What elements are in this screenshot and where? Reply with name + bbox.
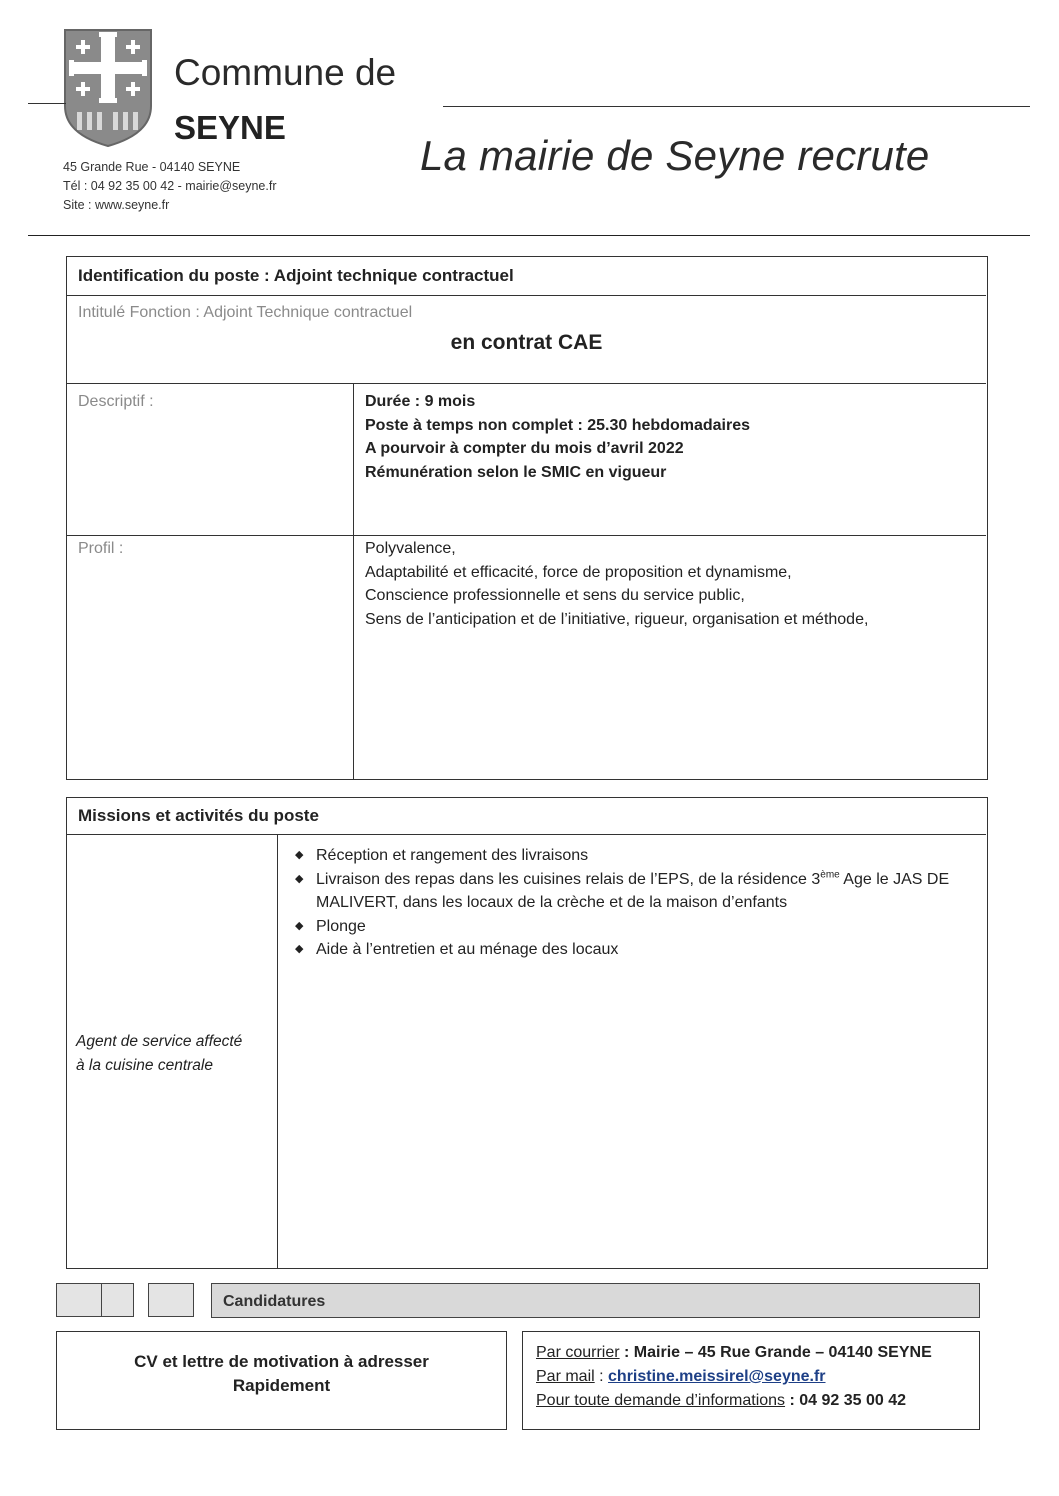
mission-text: Aide à l’entretien et au ménage des locaux [316, 941, 619, 958]
diamond-bullet-icon: ◆ [295, 849, 304, 861]
candidatures-bar [211, 1283, 980, 1318]
list-item [295, 844, 985, 868]
commune-name-line2: SEYNE [174, 109, 286, 146]
descriptif-line: Rémunération selon le SMIC en vigueur [365, 463, 667, 481]
mission-text: Age le JAS DE [839, 870, 950, 888]
profil-line: Polyvalence, [365, 540, 456, 557]
column-divider [277, 834, 278, 1268]
decorative-square [101, 1283, 134, 1317]
intitule-fonction: Intitulé Fonction : Adjoint Technique contractuel [78, 304, 413, 321]
contact-box [522, 1331, 980, 1430]
profil-line: Sens de l’anticipation et de l’initiative, rigueur, organisation et méthode, [365, 610, 869, 628]
profil-label: Profil : [78, 540, 124, 557]
cv-instructions [57, 1350, 506, 1398]
list-item [295, 938, 985, 962]
contact-info [536, 1389, 932, 1413]
list-item [295, 915, 985, 939]
header-divider-main [28, 235, 1030, 236]
phone-number: : 04 92 35 00 42 [785, 1392, 907, 1409]
page-title: La mairie de Seyne recrute [420, 132, 930, 179]
missions-list [295, 844, 985, 962]
row-divider [67, 834, 986, 835]
cv-line1: CV et lettre de motivation à adresser [134, 1352, 429, 1371]
superscript: ème [820, 869, 840, 881]
descriptif-label: Descriptif : [78, 393, 154, 410]
descriptif-line: Poste à temps non complet : 25.30 hebdomadaires [365, 416, 750, 434]
cv-line2: Rapidement [232, 1376, 331, 1395]
header-divider-top [443, 106, 1030, 107]
courrier-value: : Mairie – 45 Rue Grande – 04140 SEYNE [624, 1344, 932, 1361]
contact-courrier [536, 1341, 932, 1365]
identification-title: Identification du poste : Adjoint technique contractuel [78, 266, 514, 285]
mail-separator: : [594, 1368, 609, 1385]
descriptif-line: A pourvoir à compter du mois d’avril 2022 [365, 440, 684, 457]
missions-title: Missions et activités du poste [78, 806, 319, 825]
seyne-coat-of-arms-logo [63, 28, 153, 148]
missions-table [66, 797, 988, 1269]
phone-mail-text: Tél : 04 92 35 00 42 - mairie@seyne.fr [63, 179, 277, 193]
email-link[interactable]: christine.meissirel@seyne.fr [608, 1368, 826, 1385]
diamond-bullet-icon: ◆ [295, 943, 304, 955]
profil-content [365, 537, 868, 631]
identification-table [66, 256, 988, 780]
decorative-square [148, 1283, 194, 1317]
list-item [295, 868, 985, 915]
contact-mail [536, 1365, 932, 1389]
mission-text: Plonge [316, 917, 366, 935]
address-text: 45 Grande Rue - 04140 SEYNE [63, 160, 241, 174]
agent-role-line2: à la cuisine centrale [76, 1056, 213, 1074]
candidatures-label: Candidatures [223, 1293, 326, 1310]
mission-text-continued: MALIVERT, dans les locaux de la crèche et de la maison d’enfants [316, 894, 788, 911]
website-text: Site : www.seyne.fr [63, 198, 170, 212]
profil-line: Conscience professionnelle et sens du service public, [365, 587, 745, 604]
header-divider-left [28, 103, 66, 104]
row-divider [67, 383, 986, 384]
contact-lines [536, 1341, 932, 1413]
descriptif-content [365, 390, 750, 484]
mission-text: Livraison des repas dans les cuisines relais de l’EPS, de la résidence 3 [316, 870, 821, 888]
diamond-bullet-icon: ◆ [295, 872, 304, 885]
row-divider [67, 295, 986, 296]
decorative-square [56, 1283, 102, 1317]
cv-box [56, 1331, 507, 1430]
mission-text: Réception et rangement des livraisons [316, 847, 589, 864]
agent-role-line1: Agent de service affecté [76, 1033, 243, 1050]
contract-type: en contrat CAE [450, 331, 603, 354]
row-divider [67, 535, 986, 536]
column-divider [353, 383, 354, 779]
diamond-bullet-icon: ◆ [295, 919, 304, 932]
mail-label: Par mail [536, 1368, 595, 1385]
descriptif-line: Durée : 9 mois [365, 393, 476, 410]
agent-role [76, 1030, 242, 1077]
profil-line: Adaptabilité et efficacité, force de proposition et dynamisme, [365, 563, 792, 581]
commune-name-line1: Commune de [174, 52, 397, 93]
courrier-label: Par courrier [536, 1344, 620, 1361]
info-label: Pour toute demande d’informations [536, 1392, 786, 1409]
